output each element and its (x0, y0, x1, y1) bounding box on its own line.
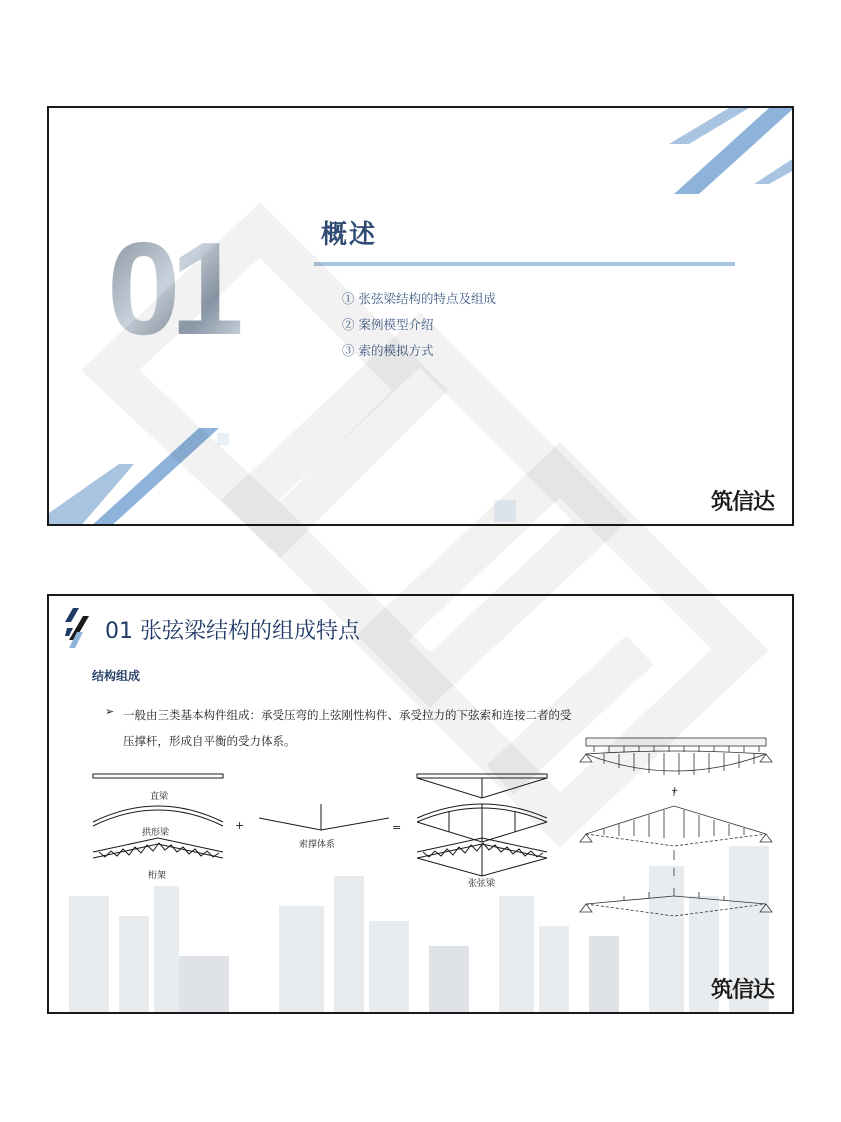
caption-straight-beam: 直梁 (150, 792, 169, 802)
list-item: ① 张弦梁结构的特点及组成 (342, 291, 496, 306)
load-diagram (574, 732, 774, 932)
brand-logo: 筑信达 (710, 490, 774, 515)
title-underline (314, 262, 735, 266)
section-subtitle: 结构组成 (92, 669, 141, 683)
bullet-line-2: 压撑杆，形成自平衡的受力体系。 (123, 734, 296, 748)
right-plus-sign: + (671, 786, 679, 796)
title-decor-icon (65, 606, 91, 650)
list-item: ② 案例模型介绍 (342, 317, 434, 332)
equals-sign: = (392, 821, 402, 834)
caption-beam-string: 张弦梁 (468, 879, 496, 889)
svg-text:01: 01 (107, 226, 234, 346)
caption-arch-beam: 拱形梁 (142, 828, 170, 838)
plus-sign: + (235, 819, 245, 832)
overview-list (342, 289, 496, 367)
slide-composition (47, 594, 794, 1014)
slide-title: 01 张弦梁结构的组成特点 (105, 619, 360, 644)
list-item: ③ 索的模拟方式 (342, 343, 434, 358)
big-number-01 (107, 226, 257, 346)
caption-truss: 桁架 (148, 871, 167, 881)
caption-cable-strut: 索撑体系 (299, 840, 336, 850)
brand-logo: 筑信达 (710, 978, 774, 1003)
overview-title: 概述 (321, 220, 378, 250)
bullet-line-1: 一般由三类基本构件组成：承受压弯的上弦刚性构件、承受拉力的下弦索和连接二者的受 (123, 708, 572, 722)
slide-overview (47, 106, 794, 526)
bullet-arrow-icon: ➢ (105, 705, 115, 718)
